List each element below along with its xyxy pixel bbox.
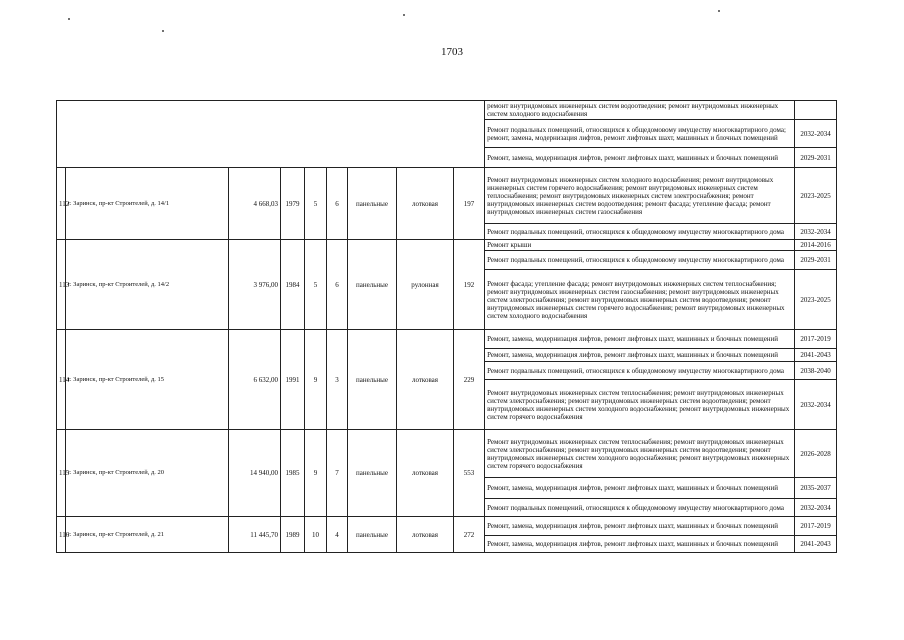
building-count-cell: 272 — [454, 517, 485, 553]
work-cell: Ремонт, замена, модернизация лифтов, ремонт лифтовых шахт, машинных и блочных помещений — [485, 349, 795, 362]
building-num-cell: 112 — [57, 168, 66, 240]
building-wall-cell: панельные — [348, 240, 397, 330]
building-wall-cell: панельные — [348, 330, 397, 430]
table-row — [57, 330, 837, 349]
scan-speck — [403, 14, 405, 16]
building-floors-cell: 9 — [305, 330, 327, 430]
building-area-cell: 4 668,03 — [229, 168, 281, 240]
work-cell: Ремонт подвальных помещений, относящихся к общедомовому имуществу многоквартирного дома — [485, 224, 795, 240]
period-cell: 2032-2034 — [795, 224, 837, 240]
work-cell: Ремонт фасада; утепление фасада; ремонт внутридомовых инженерных систем теплоснабжения; ремонт внутридомовых инженерных систем газоснабжения; ремонт внутридомовых инженерных систем электроснабжения; ремонт внутридомовых инженерных систем водоотведения; ремонт внутридомовых инженерных систем горячего водоснабжения; ремонт внутридомовых инженерных систем холодного водоснабжения — [485, 270, 795, 330]
work-cell: Ремонт, замена, модернизация лифтов, ремонт лифтовых шахт, машинных и блочных помещений — [485, 478, 795, 499]
building-year-cell: 1989 — [281, 517, 305, 553]
building-floors-cell: 5 — [305, 240, 327, 330]
building-address-cell: г. Заринск, пр-кт Строителей, д. 15 — [66, 330, 229, 430]
scan-speck — [68, 18, 70, 20]
building-roof-cell: лотковая — [397, 517, 454, 553]
building-num-cell: 113 — [57, 240, 66, 330]
period-cell: 2023-2025 — [795, 168, 837, 224]
building-num-cell: 114 — [57, 330, 66, 430]
building-entrances-cell: 6 — [327, 168, 348, 240]
building-address-cell: г. Заринск, пр-кт Строителей, д. 14/1 — [66, 168, 229, 240]
period-cell: 2041-2043 — [795, 349, 837, 362]
building-area-cell: 3 976,00 — [229, 240, 281, 330]
period-cell: 2017-2019 — [795, 330, 837, 349]
building-roof-cell: лотковая — [397, 168, 454, 240]
building-entrances-cell: 6 — [327, 240, 348, 330]
building-count-cell: 553 — [454, 430, 485, 517]
work-cell: Ремонт подвальных помещений, относящихся к общедомовому имуществу многоквартирного дома — [485, 362, 795, 380]
scan-speck — [718, 10, 720, 12]
buildings-table — [56, 100, 837, 553]
period-cell — [795, 101, 837, 120]
period-cell: 2029-2031 — [795, 148, 837, 168]
building-roof-cell: рулонная — [397, 240, 454, 330]
work-cell: Ремонт внутридомовых инженерных систем теплоснабжения; ремонт внутридомовых инженерных систем электроснабжения; ремонт внутридомовых инженерных систем водоотведения; ремонт внутридомовых инженерных систем холодного водоснабжения; ремонт внутридомовых инженерных систем горячего водоснабжения — [485, 430, 795, 478]
building-year-cell: 1991 — [281, 330, 305, 430]
work-cell: Ремонт подвальных помещений, относящихся к общедомовому имуществу многоквартирного дома — [485, 251, 795, 270]
building-num-cell: 115 — [57, 430, 66, 517]
building-num-cell: 116 — [57, 517, 66, 553]
table-row — [57, 240, 837, 251]
building-year-cell: 1984 — [281, 240, 305, 330]
period-cell: 2029-2031 — [795, 251, 837, 270]
table-row — [57, 430, 837, 478]
building-floors-cell: 10 — [305, 517, 327, 553]
building-wall-cell: панельные — [348, 517, 397, 553]
continued-building-cells — [57, 101, 485, 168]
building-wall-cell: панельные — [348, 168, 397, 240]
building-year-cell: 1979 — [281, 168, 305, 240]
building-floors-cell: 9 — [305, 430, 327, 517]
building-roof-cell: лотковая — [397, 330, 454, 430]
period-cell: 2032-2034 — [795, 380, 837, 430]
table-row — [57, 517, 837, 536]
building-area-cell: 11 445,70 — [229, 517, 281, 553]
period-cell: 2035-2037 — [795, 478, 837, 499]
period-cell: 2014-2016 — [795, 240, 837, 251]
period-cell: 2023-2025 — [795, 270, 837, 330]
building-address-cell: г. Заринск, пр-кт Строителей, д. 21 — [66, 517, 229, 553]
building-address-cell: г. Заринск, пр-кт Строителей, д. 20 — [66, 430, 229, 517]
work-cell: Ремонт, замена, модернизация лифтов, ремонт лифтовых шахт, машинных и блочных помещений — [485, 536, 795, 553]
scan-speck — [162, 30, 164, 32]
period-cell: 2041-2043 — [795, 536, 837, 553]
table-body — [57, 101, 837, 553]
table-row — [57, 101, 837, 120]
work-cell: Ремонт внутридомовых инженерных систем теплоснабжения; ремонт внутридомовых инженерных систем электроснабжения; ремонт внутридомовых инженерных систем водоотведения; ремонт внутридомовых инженерных систем холодного водоснабжения; ремонт внутридомовых инженерных систем горячего водоснабжения — [485, 380, 795, 430]
work-cell: Ремонт крыши — [485, 240, 795, 251]
building-count-cell: 229 — [454, 330, 485, 430]
work-cell: Ремонт, замена, модернизация лифтов, ремонт лифтовых шахт, машинных и блочных помещений — [485, 148, 795, 168]
building-count-cell: 192 — [454, 240, 485, 330]
building-entrances-cell: 7 — [327, 430, 348, 517]
table-row — [57, 168, 837, 224]
page-number: 1703 — [441, 46, 463, 58]
period-cell: 2026-2028 — [795, 430, 837, 478]
building-roof-cell: лотковая — [397, 430, 454, 517]
period-cell: 2017-2019 — [795, 517, 837, 536]
building-floors-cell: 5 — [305, 168, 327, 240]
building-area-cell: 14 940,00 — [229, 430, 281, 517]
period-cell: 2032-2034 — [795, 120, 837, 148]
building-wall-cell: панельные — [348, 430, 397, 517]
work-cell: Ремонт подвальных помещений, относящихся к общедомовому имуществу многоквартирного дома — [485, 499, 795, 517]
work-cell: ремонт внутридомовых инженерных систем водоотведения; ремонт внутридомовых инженерных систем холодного водоснабжения — [485, 101, 795, 120]
period-cell: 2038-2040 — [795, 362, 837, 380]
period-cell: 2032-2034 — [795, 499, 837, 517]
work-cell: Ремонт, замена, модернизация лифтов, ремонт лифтовых шахт, машинных и блочных помещений — [485, 517, 795, 536]
building-year-cell: 1985 — [281, 430, 305, 517]
work-cell: Ремонт подвальных помещений, относящихся к общедомовому имуществу многоквартирного дома; ремонт, замена, модернизация лифтов, ремонт лифтовых шахт, машинных и блочных помещений — [485, 120, 795, 148]
work-cell: Ремонт, замена, модернизация лифтов, ремонт лифтовых шахт, машинных и блочных помещений — [485, 330, 795, 349]
work-cell: Ремонт внутридомовых инженерных систем холодного водоснабжения; ремонт внутридомовых инженерных систем горячего водоснабжения; ремонт внутридомовых инженерных систем теплоснабжения; ремонт внутридомовых инженерных систем электроснабжения; ремонт внутридомовых инженерных систем водоотведения; ремонт фасада; утепление фасада; ремонт внутридомовых инженерных систем газоснабжения — [485, 168, 795, 224]
building-entrances-cell: 4 — [327, 517, 348, 553]
building-entrances-cell: 3 — [327, 330, 348, 430]
building-count-cell: 197 — [454, 168, 485, 240]
building-address-cell: г. Заринск, пр-кт Строителей, д. 14/2 — [66, 240, 229, 330]
building-area-cell: 6 632,00 — [229, 330, 281, 430]
